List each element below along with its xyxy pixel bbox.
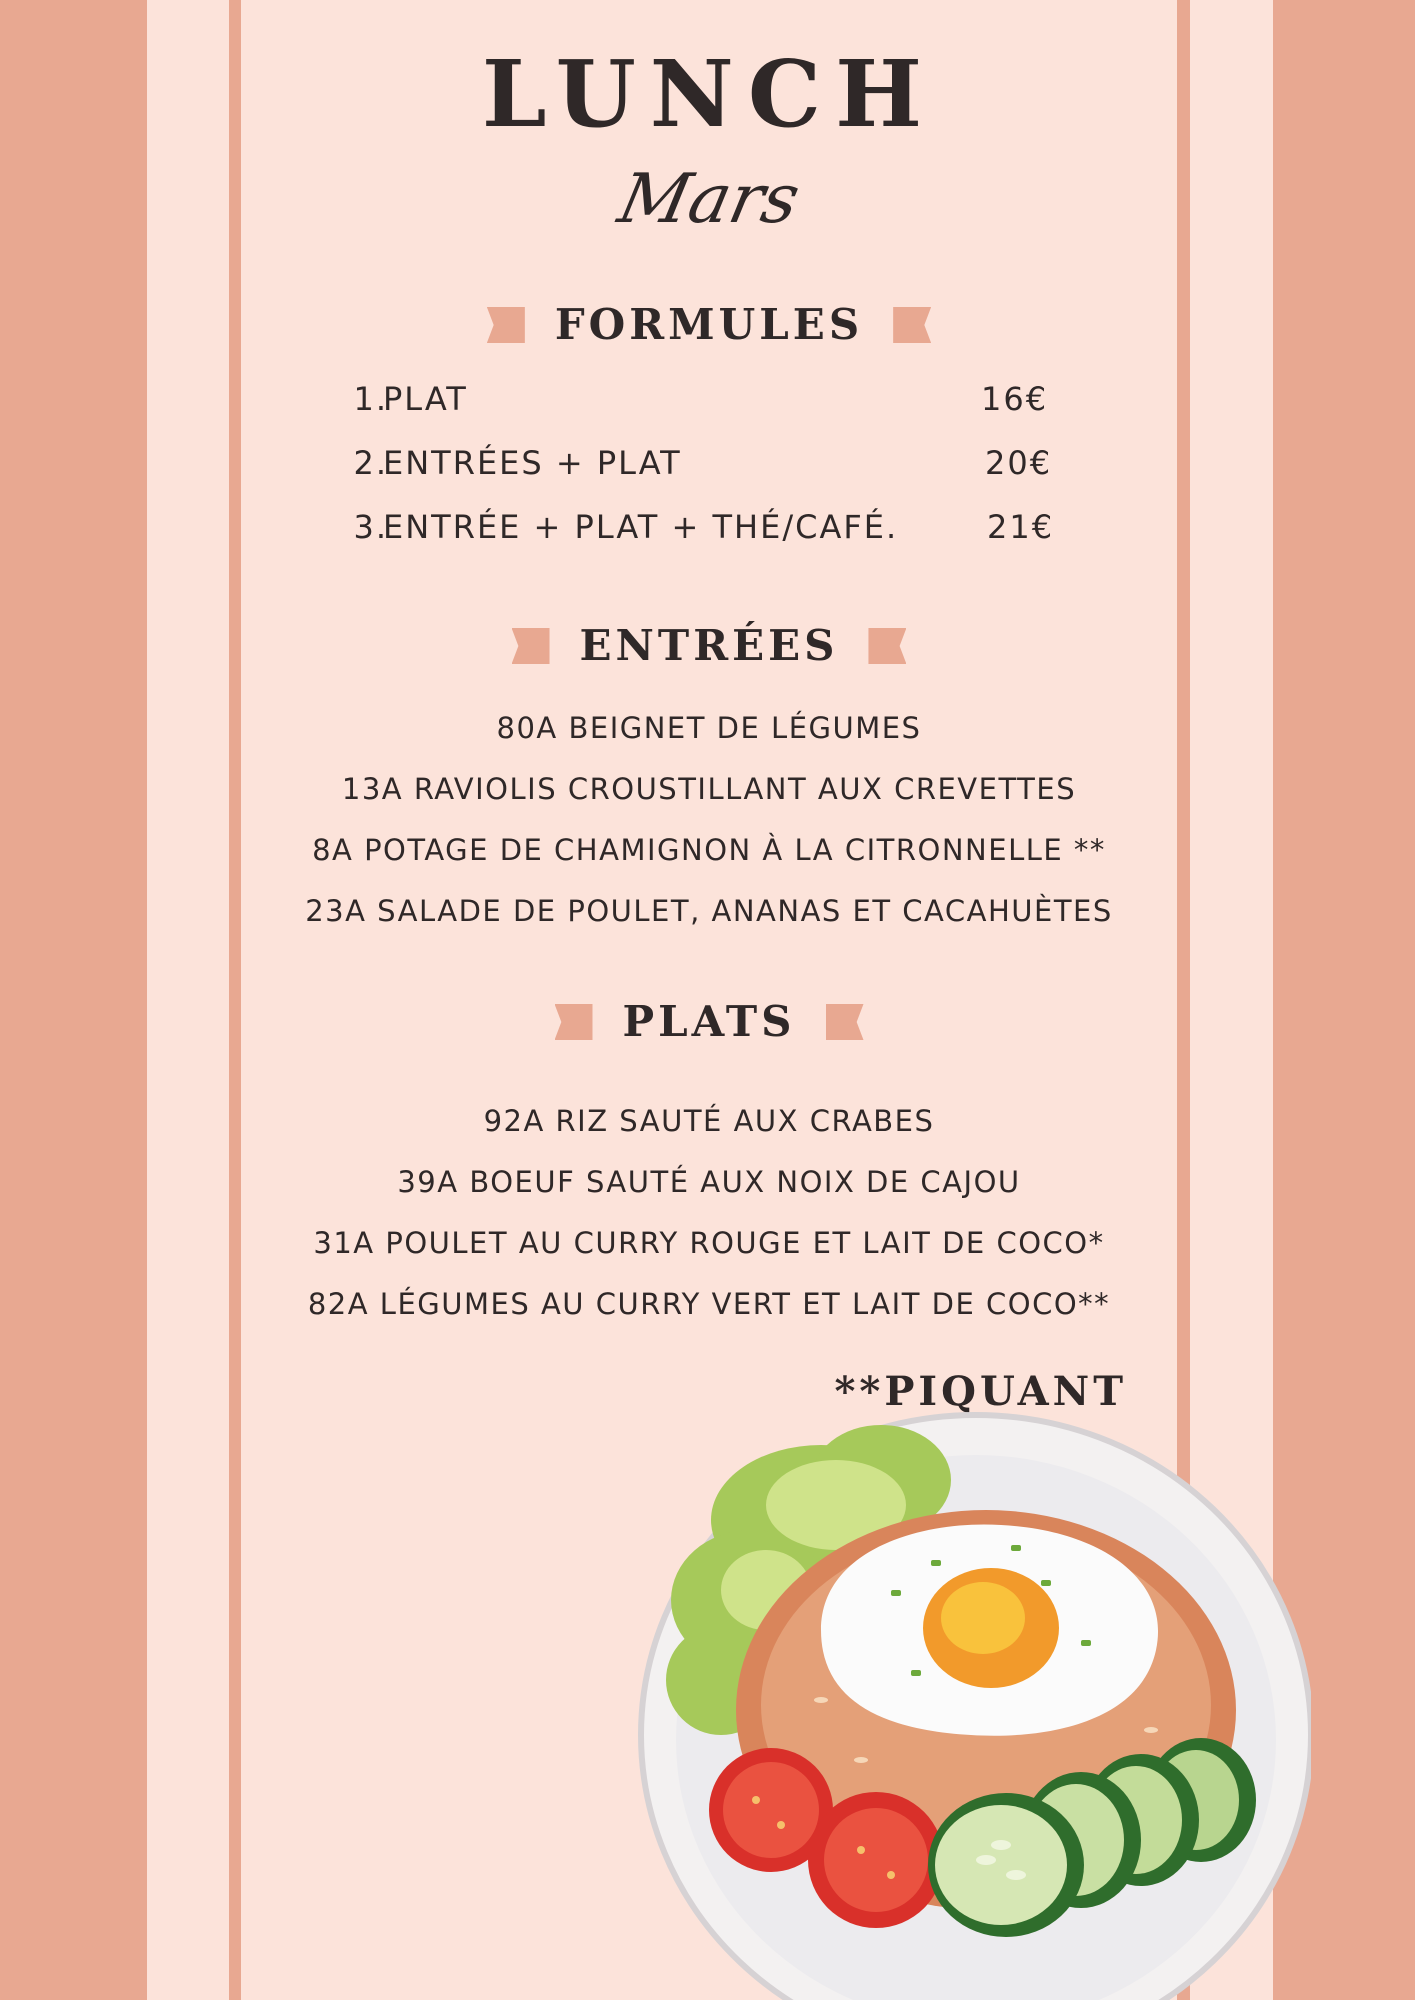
section-heading-plats <box>241 997 1177 1047</box>
ribbon-icon <box>868 628 906 664</box>
formule-number: 3. <box>353 508 388 546</box>
menu-item: 31A POULET AU CURRY ROUGE ET LAIT DE COCO* <box>313 1226 1105 1260</box>
menu-item: 13A RAVIOLIS CROUSTILLANT AUX CREVETTES <box>341 772 1077 806</box>
menu-item: 82A LÉGUMES AU CURRY VERT ET LAIT DE COCO** <box>307 1287 1111 1321</box>
spicy-note: **PIQUANT <box>834 1368 1127 1415</box>
ribbon-icon <box>487 307 525 343</box>
formule-number: 2. <box>353 444 388 482</box>
section-heading-label: ENTRÉES <box>579 621 839 670</box>
menu-panel <box>241 0 1177 2000</box>
background-stripe <box>229 0 241 2000</box>
ribbon-icon <box>826 1004 864 1040</box>
menu-item: 23A SALADE DE POULET, ANANAS ET CACAHUÈTES <box>305 894 1113 928</box>
formule-name: PLAT <box>383 380 468 418</box>
formule-row <box>241 444 1177 484</box>
section-heading-entrees <box>241 621 1177 671</box>
ribbon-icon <box>893 307 931 343</box>
section-heading-label: FORMULES <box>554 300 864 349</box>
menu-item: 39A BOEUF SAUTÉ AUX NOIX DE CAJOU <box>397 1165 1021 1199</box>
formule-row <box>241 380 1177 420</box>
formule-name: ENTRÉE + PLAT + THÉ/CAFÉ. <box>383 508 899 546</box>
ribbon-icon <box>512 628 550 664</box>
menu-item: 92A RIZ SAUTÉ AUX CRABES <box>483 1104 935 1138</box>
formule-number: 1. <box>353 380 388 418</box>
background-stripe <box>0 0 147 2000</box>
fried-rice-plate-icon <box>631 1380 1311 2000</box>
formule-row <box>241 508 1177 548</box>
menu-item: 8A POTAGE DE CHAMIGNON À LA CITRONNELLE ** <box>312 833 1106 867</box>
formule-name: ENTRÉES + PLAT <box>383 444 682 482</box>
formule-price: 21€ <box>987 508 1055 546</box>
menu-item: 80A BEIGNET DE LÉGUMES <box>496 711 922 745</box>
formule-price: 16€ <box>981 380 1049 418</box>
section-heading-formules <box>241 300 1177 350</box>
menu-title: LUNCH <box>481 40 937 148</box>
background-stripe <box>147 0 229 2000</box>
menu-subtitle: Mars <box>611 160 807 239</box>
section-heading-label: PLATS <box>622 997 796 1046</box>
ribbon-icon <box>555 1004 593 1040</box>
formule-price: 20€ <box>985 444 1053 482</box>
